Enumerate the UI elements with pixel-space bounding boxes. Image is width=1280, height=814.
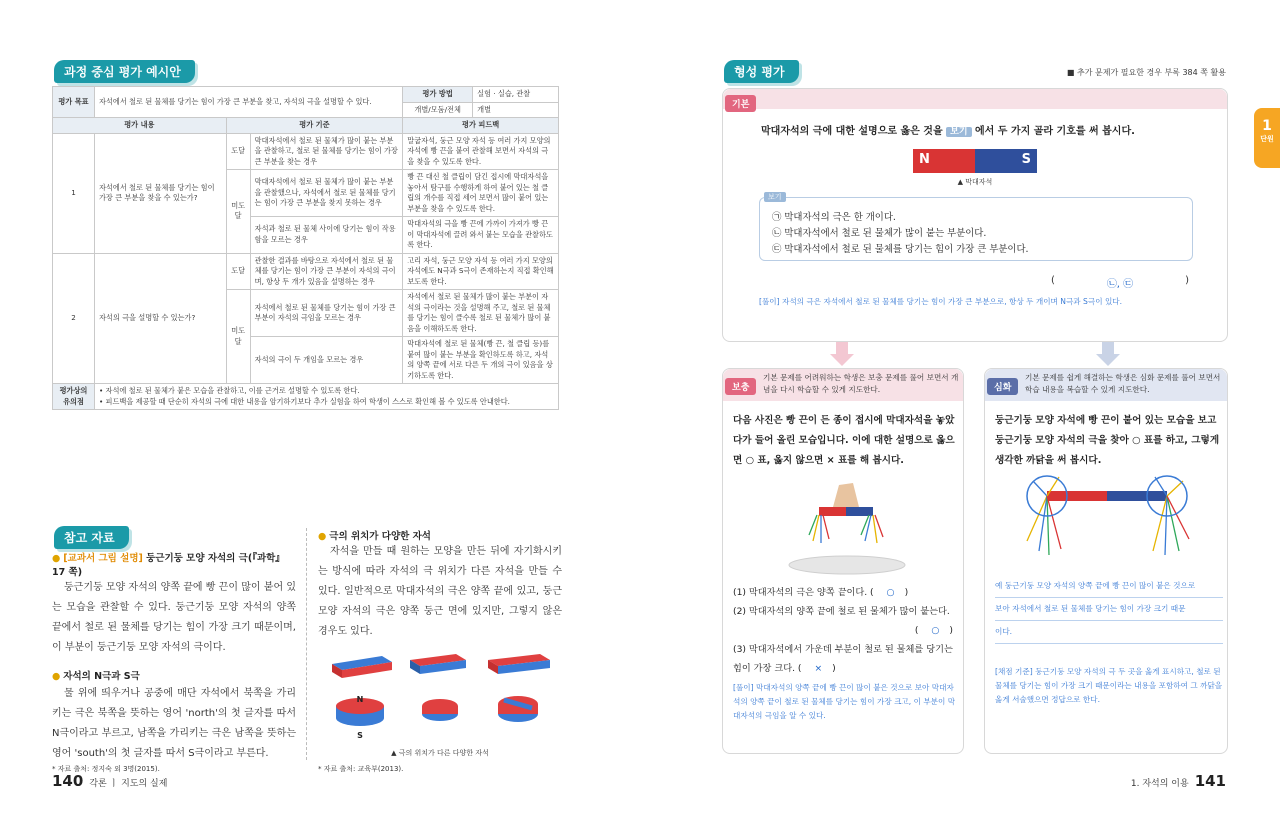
note-item: • 피드백을 제공할 때 단순히 자석의 극에 대한 내용을 암기하기보다 추가 실험을 하여 학생이 스스로 확인해 볼 수 있도록 안내한다. — [98, 396, 510, 406]
row1-not-feedback-2: 막대자석의 극을 빵 끈에 가까이 가져가 빵 끈이 막대자석에 끌려 와서 붙는 모습을 관찰하도록 한다. — [403, 217, 559, 254]
magnet-with-twist-ties-photo — [773, 477, 923, 577]
row1-num: 1 — [53, 133, 95, 253]
supplement-question: 다음 사진은 빵 끈이 든 종이 접시에 막대자석을 놓았다가 들어 올린 모습입니다. 이에 대한 설명으로 옳으면 ○ 표, 옳지 않으면 × 표를 해 봅시다. — [733, 415, 955, 466]
section-title-label: 과정 중심 평가 예시안 — [54, 60, 195, 83]
ref2-title: 자석의 N극과 S극 — [63, 671, 140, 682]
item-close: ) — [949, 625, 953, 636]
options-box — [759, 193, 1193, 261]
method-label: 평가 방법 — [403, 87, 473, 103]
row2-not-label: 미도달 — [226, 290, 250, 384]
row1-not-criteria-1: 막대자석에서 철로 된 물체가 많이 붙는 부분을 관찰했으나, 자석에서 철로 된 물체를 당기는 힘이 가장 큰 부분을 찾지 못하는 경우 — [250, 170, 403, 217]
row1-not-feedback-1: 빵 끈 대신 철 클립이 담긴 접시에 막대자석을 놓아서 탐구를 수행하게 하여 붙어 있는 철 클립의 개수를 직접 세어 보면서 많이 붙어 있는 부분을 찾을 수 있도록 한다. — [403, 170, 559, 217]
page-footer-right — [1125, 772, 1226, 790]
magnet-n-pole: N — [913, 149, 975, 173]
row1-reached-feedback: 말굽자석, 둥근 모양 자석 등 여러 가지 모양의 자석에 빵 끈을 붙여 관찰해 보면서 자석의 극을 찾을 수 있도록 한다. — [403, 133, 559, 170]
ref2-source: * 자료 출처: 정지숙 외 3명(2015). — [52, 765, 160, 773]
unit-num: 1 — [1262, 118, 1272, 134]
supplement-tag: 보충 — [725, 378, 756, 395]
page-number: 140 — [52, 772, 84, 790]
unit-tab — [1254, 108, 1280, 168]
bar-magnet-2 — [410, 654, 466, 674]
supplement-desc: 기본 문제를 어려워하는 학생은 보충 문제를 풀어 보면서 개념을 다시 학습할 수 있게 지도한다. — [763, 373, 959, 394]
item-close: ) — [904, 587, 909, 598]
row1-not-label: 미도달 — [226, 170, 250, 254]
item-text: (2) 막대자석의 양쪽 끝에 철로 된 물체가 많이 붙는다. — [733, 606, 950, 617]
right-page — [640, 0, 1280, 814]
section-title-label: 형성 평가 — [724, 60, 799, 83]
supplement-item — [733, 640, 959, 678]
magnet-s-pole: S — [975, 149, 1037, 173]
disc-magnet-3 — [498, 696, 538, 722]
bar-magnet-1 — [332, 656, 392, 678]
item-answer: × — [814, 663, 823, 674]
answer-open: ( — [1051, 275, 1055, 286]
basic-tag: 기본 — [725, 95, 756, 112]
various-magnets-illustration — [318, 642, 562, 742]
answer-close: ) — [1185, 275, 1189, 286]
answer-line: 예 둥근기둥 모양 자석의 양쪽 끝에 빵 끈이 많이 붙은 것으로 — [995, 575, 1223, 598]
extra-note — [1067, 67, 1226, 78]
page-label: 각론 ㅣ 지도의 실제 — [89, 779, 168, 789]
basic-answer — [1051, 275, 1189, 290]
item-text: (3) 막대자석에서 가운데 부분이 철로 된 물체를 당기는 힘이 가장 크다. ( — [733, 644, 953, 674]
ref1-title: 둥근기둥 모양 자석의 극(『과학』 17 쪽) — [52, 553, 285, 578]
supplement-solution: [풀이] 막대자석의 양쪽 끝에 빵 끈이 많이 붙은 것으로 보아 막대자석의 양쪽 끝이 철로 된 물체를 당기는 힘이 가장 크고, 이 부분이 막대자석의 극임을 알 수 있다. — [733, 683, 956, 720]
page-footer-left — [52, 772, 173, 790]
row2-reached-feedback: 고리 자석, 둥근 모양 자석 등 여러 가지 모양의 자석에도 N극과 S극이 존재하는지 직접 확인해 보도록 한다. — [403, 253, 559, 290]
row2-not-criteria-2: 자석의 극이 두 개임을 모르는 경우 — [250, 337, 403, 384]
disc-magnet-2 — [422, 699, 458, 721]
ref2-body: 물 위에 띄우거나 공중에 매단 자석에서 북쪽을 가리키는 극은 북쪽을 뜻하는 영어 'north'의 첫 글자를 따서 N극이라고 부르고, 남쪽을 가리키는 극은 남쪽을 뜻하는 영어 'south'의 첫 글자를 따서 S극이라고 부른다. — [52, 688, 296, 759]
group-value: 개별 — [473, 102, 559, 118]
reference-title — [54, 526, 129, 549]
supplement-items — [733, 583, 959, 678]
down-arrow-icon — [1096, 342, 1120, 368]
row1-content: 자석에서 철로 된 물체를 당기는 힘이 가장 큰 부분을 찾을 수 있는가? — [94, 133, 226, 253]
col-criteria: 평가 기준 — [226, 118, 403, 134]
notes-label: 평가상의 유의점 — [53, 384, 95, 410]
option-item: ㉠ 막대자석의 극은 한 개이다. — [772, 212, 896, 223]
row2-not-feedback-1: 자석에서 철로 된 물체가 많이 붙는 부분이 자석의 극이라는 것을 설명해 주고, 철로 된 물체를 당기는 힘이 클수록 철로 된 물체가 많이 붙음을 이해하도록 한다. — [403, 290, 559, 337]
row2-content: 자석의 극을 설명할 수 있는가? — [94, 253, 226, 384]
advanced-criteria: [채점 기준] 둥근기둥 모양 자석의 극 두 곳을 옳게 표시하고, 철로 된 물체를 당기는 힘이 가장 크기 때문이라는 내용을 포함하여 그 까닭을 옳게 서술했으면 정답으로 한다. — [995, 667, 1223, 704]
bar-magnet-3 — [488, 654, 550, 674]
basic-question — [761, 121, 1135, 143]
disc-s-label: S — [357, 731, 363, 740]
disc-n-label: N — [356, 695, 364, 704]
col-feedback: 평가 피드백 — [403, 118, 559, 134]
magnet-caption: ▲ 막대자석 — [957, 178, 993, 186]
method-value: 실험 · 실습, 관찰 — [473, 87, 559, 103]
bullet-icon: ● — [52, 553, 61, 564]
options-label: 보기 — [764, 192, 786, 202]
down-arrow-icon — [830, 342, 854, 368]
page-label: 1. 자석의 이용 — [1130, 779, 1189, 789]
supplement-box — [722, 368, 964, 754]
evaluation-table — [52, 86, 559, 410]
section-title — [724, 60, 799, 83]
row2-not-criteria-1: 자석에서 철로 된 물체를 당기는 힘이 가장 큰 부분이 자석의 극임을 모르는 경우 — [250, 290, 403, 337]
basic-question-post: 에서 두 가지 골라 기호를 써 봅시다. — [975, 126, 1135, 137]
reference-col1 — [52, 550, 296, 774]
ref3-source: * 자료 출처: 교육부(2013). — [318, 765, 404, 773]
advanced-question: 둥근기둥 모양 자석에 빵 끈이 붙어 있는 모습을 보고 둥근기둥 모양 자석의 극을 찾아 ○ 표를 하고, 그렇게 생각한 까닭을 써 봅시다. — [995, 415, 1220, 466]
goal-label: 평가 목표 — [53, 87, 95, 118]
section-title — [54, 60, 195, 83]
option-item: ㉡ 막대자석에서 철로 된 물체가 많이 붙는 부분이다. — [772, 228, 987, 239]
ref1-tag: [교과서 그림 설명] — [63, 553, 143, 564]
bullet-icon: ● — [318, 531, 327, 542]
disc-magnet-1 — [336, 695, 384, 740]
bullet-icon: ● — [52, 671, 61, 682]
answer-line: 보아 자석에서 철로 된 물체를 당기는 힘이 가장 크기 때문 — [995, 598, 1223, 621]
bar-magnet-image — [913, 149, 1037, 173]
note-item: • 자석에 철로 된 물체가 붙은 모습을 관찰하고, 이를 근거로 설명할 수 있도록 한다. — [98, 386, 360, 395]
item-answer: ○ — [931, 625, 940, 636]
reference-title-label: 참고 자료 — [54, 526, 129, 549]
row2-reached-criteria: 관찰한 결과를 바탕으로 자석에서 철로 된 물체를 당기는 힘이 가장 큰 부분이 자석의 극이며, 항상 두 개가 있음을 설명하는 경우 — [250, 253, 403, 290]
answer-line: 이다. — [995, 621, 1223, 644]
extra-note-text: ■ 추가 문제가 필요한 경우 부록 384 쪽 활용 — [1066, 68, 1226, 77]
col-content: 평가 내용 — [53, 118, 227, 134]
advanced-box — [984, 368, 1228, 754]
basic-question-box: 보기 — [946, 127, 971, 137]
basic-question-pre: 막대자석의 극에 대한 설명으로 옳은 것을 — [761, 126, 943, 137]
advanced-desc: 기본 문제를 쉽게 해결하는 학생은 심화 문제를 풀어 보면서 학습 내용을 복습할 수 있게 지도한다. — [1025, 373, 1221, 394]
row2-reached-label: 도달 — [226, 253, 250, 290]
basic-box — [722, 88, 1228, 342]
basic-solution: [풀이] 자석의 극은 자석에서 철로 된 물체를 당기는 힘이 가장 큰 부분으로, 항상 두 개이며 N극과 S극이 있다. — [759, 297, 1123, 306]
ref3-caption: ▲ 극의 위치가 다른 다양한 자석 — [391, 749, 489, 757]
row1-not-criteria-2: 자석과 철로 된 물체 사이에 당기는 힘이 작용함을 모르는 경우 — [250, 217, 403, 254]
page-number: 141 — [1194, 772, 1226, 790]
row1-reached-label: 도달 — [226, 133, 250, 170]
ref1-body: 둥근기둥 모양 자석의 양쪽 끝에 빵 끈이 많이 붙어 있는 모습을 관찰할 수 있다. 둥근기둥 모양 자석의 양쪽 끝에서 철로 된 물체를 당기는 힘이 가장 크기 때문이며, 이 부분이 둥근기둥 모양 자석의 극이다. — [52, 582, 296, 653]
basic-band — [723, 89, 1227, 109]
reference-col2 — [318, 528, 562, 774]
cylinder-magnet-with-twist-ties-photo — [1017, 471, 1197, 567]
row1-reached-criteria: 막대자석에서 철로 된 물체가 많이 붙는 부분을 관찰하고, 철로 된 물체를 당기는 힘이 가장 큰 부분을 찾는 경우 — [250, 133, 403, 170]
ref3-body: 자석을 만들 때 원하는 모양을 만든 뒤에 자기화시키는 방식에 따라 자석의 극 위치가 다른 자석을 만들 수 있다. 일반적으로 막대자석의 극은 양쪽 끝에 있고, 둥근 모양 자석의 극은 양쪽 둥근 면에 있지만, 그렇지 않은 경우도 있다. — [318, 546, 562, 637]
option-item: ㉢ 막대자석에서 철로 된 물체를 당기는 힘이 가장 큰 부분이다. — [772, 244, 1029, 255]
advanced-tag: 심화 — [987, 378, 1018, 395]
goal-text: 자석에서 철로 된 물체를 당기는 힘이 가장 큰 부분을 찾고, 자석의 극을 설명할 수 있다. — [94, 87, 402, 118]
advanced-answer — [995, 575, 1223, 644]
item-close: ) — [832, 663, 836, 674]
item-answer: ○ — [886, 587, 895, 598]
basic-answer-text: ㉡, ㉢ — [1106, 279, 1134, 290]
row2-not-feedback-2: 막대자석에 철로 된 물체(빵 끈, 철 클립 등)를 붙여 많이 붙는 부분을 확인하도록 하고, 자석의 양쪽 끝에 서로 다른 두 개의 극이 있음을 상기하도록 한다. — [403, 337, 559, 384]
column-divider — [306, 528, 307, 760]
unit-label: 단원 — [1260, 135, 1274, 143]
item-text: (1) 막대자석의 극은 양쪽 끝이다. ( — [733, 587, 874, 598]
supplement-item: (2) 막대자석의 양쪽 끝에 철로 된 물체가 많이 붙는다. ( ○ ) — [733, 606, 953, 636]
group-label: 개별/모둠/전체 — [403, 102, 473, 118]
notes-cell — [94, 384, 558, 410]
supplement-item — [733, 583, 959, 602]
ref3-title: 극의 위치가 다양한 자석 — [329, 531, 431, 542]
row2-num: 2 — [53, 253, 95, 384]
